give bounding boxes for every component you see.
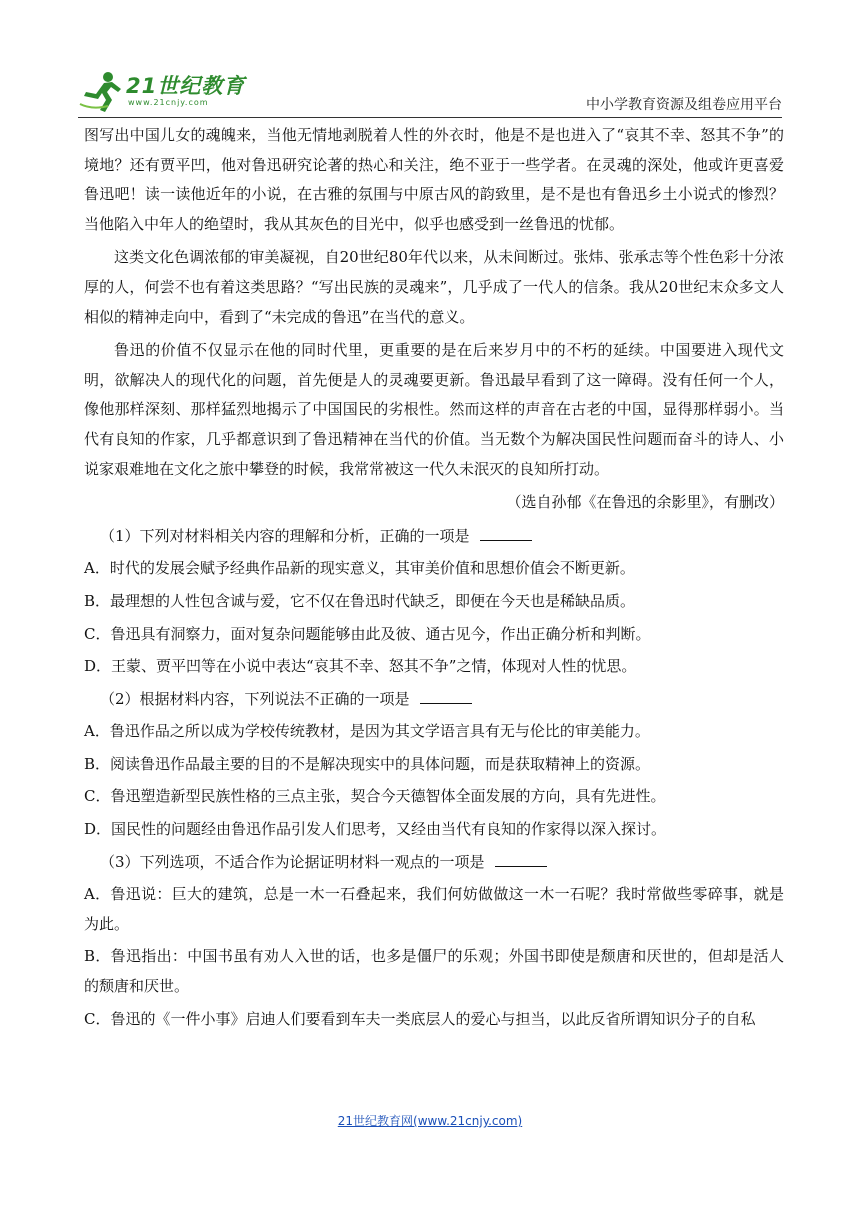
question-1-option-d: D．王蒙、贾平凹等在小说中表达“哀其不幸、怒其不争”之情，体现对人性的忧思。: [84, 657, 637, 676]
footer-link[interactable]: 21世纪教育网(www.21cnjy.com): [337, 1114, 523, 1128]
logo-url: www.21cnjy.com: [128, 98, 209, 107]
paragraph-1: 图写出中国儿女的魂魄来，当他无情地剥脱着人性的外衣时，他是不是也进入了“哀其不幸、怒其不争”的境地？还有贾平凹，他对鲁迅研究论著的热心和关注，绝不亚于一些学者。在灵魂的深处，他或许更喜爱鲁迅吧！读一读他近年的小说，在古雅的氛围与中原古风的韵致里，是不是也有鲁迅乡土小说式的惨烈？当他陷入中年人的绝望时，我从其灰色的目光中，似乎也感受到一丝鲁迅的忧郁。: [84, 126, 784, 233]
question-3-option-b: B．鲁迅指出：中国书虽有劝人入世的话，也多是僵尸的乐观；外国书即使是颓唐和厌世的，但却是活人的颓唐和厌世。: [84, 947, 784, 996]
question-3-option-a: A．鲁迅说：巨大的建筑，总是一木一石叠起来，我们何妨做做这一木一石呢？我时常做些零碎事，就是为此。: [84, 885, 784, 933]
question-2-option-b: B．阅读鲁迅作品最主要的目的不是解决现实中的具体问题，而是获取精神上的资源。: [84, 754, 651, 773]
answer-blank-3[interactable]: [495, 852, 547, 867]
question-2-option-d: D．国民性的问题经由鲁迅作品引发人们思考，又经由当代有良知的作家得以深入探讨。: [84, 820, 667, 839]
question-3-option-c: C．鲁迅的《一件小事》启迪人们要看到车夫一类底层人的爱心与担当，以此反省所谓知识分子的自私: [84, 1009, 756, 1028]
page-header: [78, 68, 782, 118]
logo: [78, 70, 268, 114]
question-2-option-a: A．鲁迅作品之所以成为学校传统教材，是因为其文学语言具有无与伦比的审美能力。: [84, 722, 650, 741]
answer-blank-2[interactable]: [420, 689, 472, 704]
answer-blank-1[interactable]: [480, 526, 532, 541]
question-1-stem: [100, 522, 784, 552]
paragraph-2: 这类文化色调浓郁的审美凝视，自20世纪80年代以来，从未间断过。张炜、张承志等个性色彩十分浓厚的人，何尝不也有着这类思路？“写出民族的灵魂来”，几乎成了一代人的信条。我从20世纪末众多文人相似的精神走向中，看到了“未完成的鲁迅”在当代的意义。: [84, 248, 784, 326]
page-footer: [0, 1112, 860, 1129]
header-divider: [78, 117, 782, 118]
platform-title: 中小学教育资源及组卷应用平台: [586, 97, 782, 113]
question-1-option-a: A．时代的发展会赋予经典作品新的现实意义，其审美价值和思想价值会不断更新。: [84, 559, 635, 578]
question-3-text: （3）下列选项，不适合作为论据证明材料一观点的一项是: [100, 852, 485, 871]
question-2-stem: [100, 685, 784, 715]
question-2-text: （2）根据材料内容，下列说法不正确的一项是: [100, 689, 410, 708]
paragraph-3: 鲁迅的价值不仅显示在他的同时代里，更重要的是在后来岁月中的不朽的延续。中国要进入现代文明，欲解决人的现代化的问题，首先便是人的灵魂要更新。鲁迅最早看到了这一障碍。没有任何一个人，像他那样深刻、那样猛烈地揭示了中国国民的劣根性。然而这样的声音在古老的中国，显得那样弱小。当代有良知的作家，几乎都意识到了鲁迅精神在当代的价值。当无数个为解决国民性问题而奋斗的诗人、小说家艰难地在文化之旅中攀登的时候，我常常被这一代久未泯灭的良知所打动。: [84, 341, 784, 478]
document-body: [84, 121, 784, 1037]
question-1-option-c: C．鲁迅具有洞察力，面对复杂问题能够由此及彼、通古见今，作出正确分析和判断。: [84, 624, 651, 643]
question-1-option-b: B．最理想的人性包含诚与爱，它不仅在鲁迅时代缺乏，即便在今天也是稀缺品质。: [84, 591, 636, 610]
runner-logo-icon: [78, 70, 126, 114]
question-2-option-c: C．鲁迅塑造新型民族性格的三点主张，契合今天德智体全面发展的方向，具有先进性。: [84, 787, 666, 806]
question-3-stem: [100, 848, 784, 878]
source-citation: （选自孙郁《在鲁迅的余影里》，有删改）: [506, 493, 784, 512]
question-1-text: （1）下列对材料相关内容的理解和分析，正确的一项是: [100, 526, 470, 545]
logo-name: 21世纪教育: [126, 74, 246, 98]
